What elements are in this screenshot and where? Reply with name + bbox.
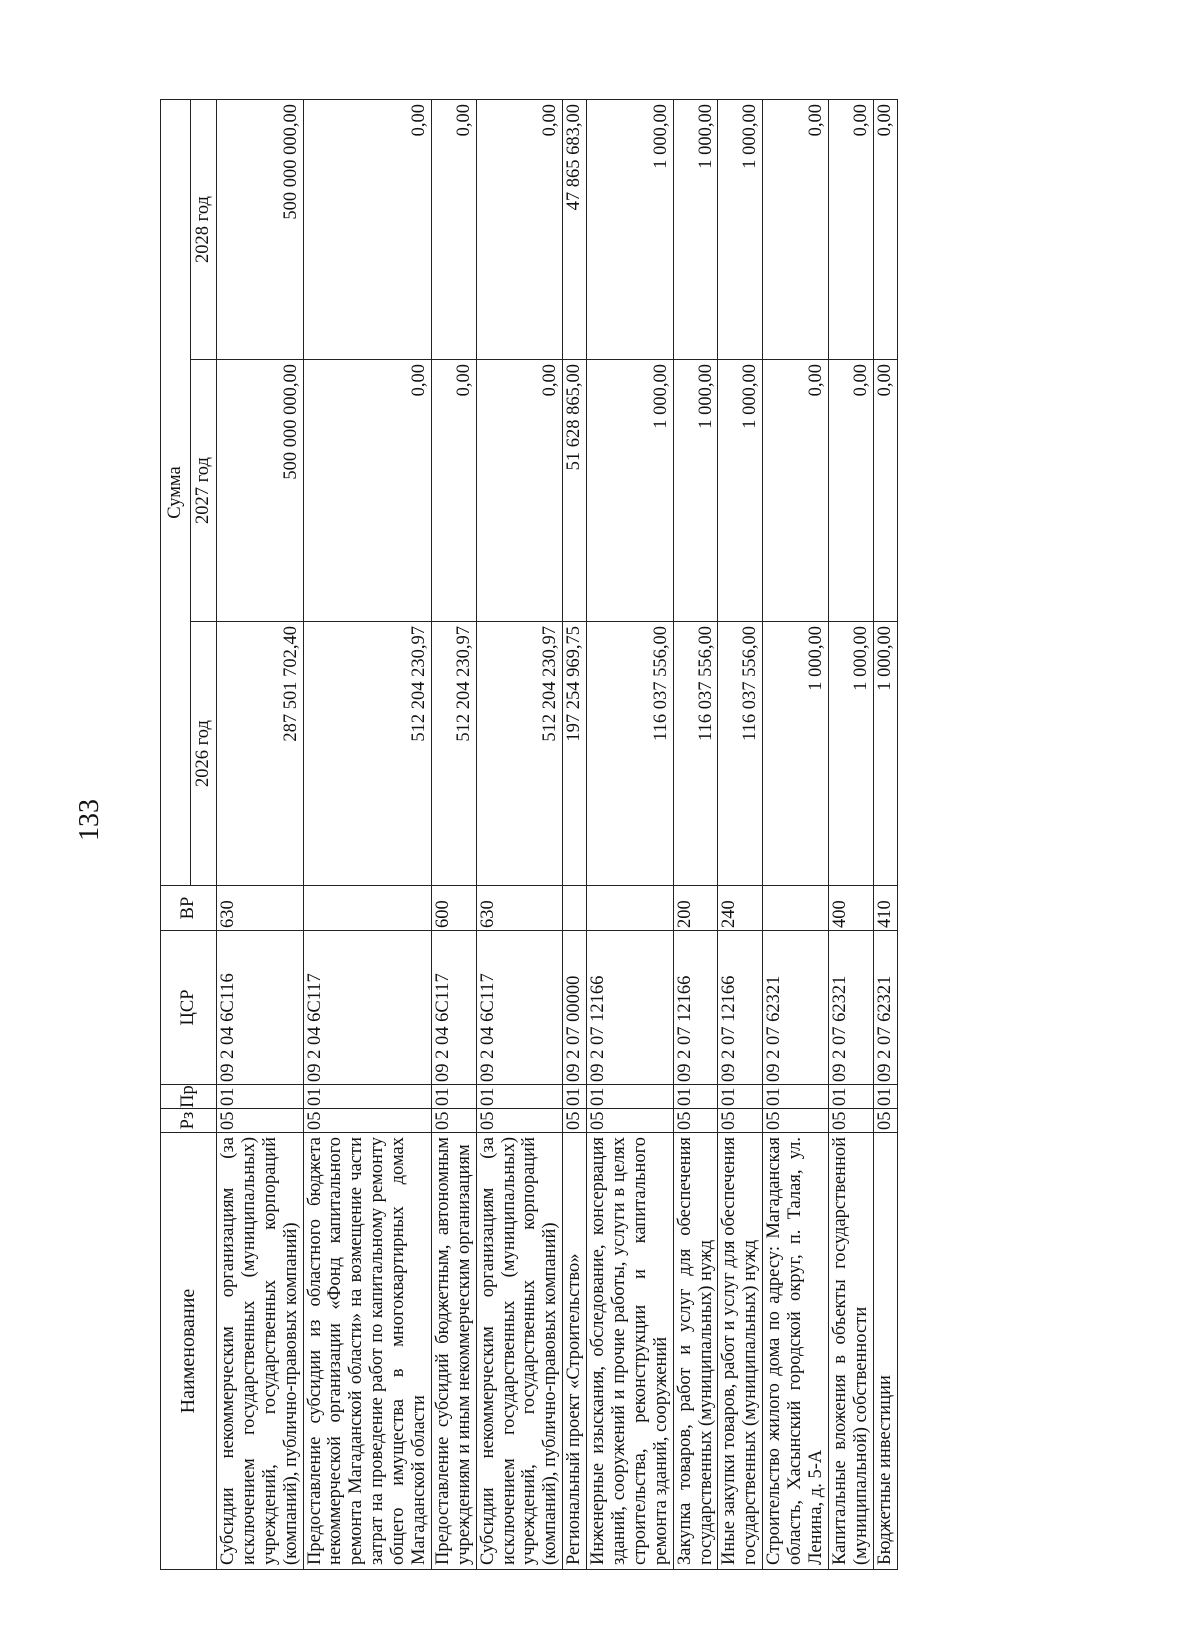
row-2027: 0,00 (763, 360, 829, 622)
row-name: Инженерные изыскания, обследование, консервация зданий, сооружений и прочие работы, услуги в целях строительства, реконструкции и капитального ремонта зданий, сооружений (587, 1133, 674, 1570)
row-2027: 0,00 (873, 360, 897, 622)
row-2026: 1 000,00 (763, 622, 829, 886)
row-2026: 512 204 230,97 (303, 622, 431, 886)
row-2028: 0,00 (431, 99, 476, 359)
row-2026: 116 037 556,00 (718, 622, 763, 886)
row-name: Субсидии некоммерческим организациям (за исключением государственных (муниципальных) учреждений, государственных корпораций (компаний), публично-правовых компаний) (476, 1133, 563, 1570)
table-row (217, 99, 304, 1569)
row-vr: 410 (873, 886, 897, 931)
row-csr: 09 2 04 6С117 (303, 931, 431, 1085)
table-row (431, 99, 476, 1569)
row-2027: 1 000,00 (587, 360, 674, 622)
row-rz: 05 (587, 1109, 674, 1133)
row-pr: 01 (217, 1085, 304, 1109)
row-2028: 0,00 (828, 99, 873, 359)
row-2027: 0,00 (431, 360, 476, 622)
row-2027: 0,00 (828, 360, 873, 622)
row-2027: 500 000 000,00 (217, 360, 304, 622)
row-pr: 01 (476, 1085, 563, 1109)
budget-table-container (160, 100, 895, 1570)
row-2026: 1 000,00 (828, 622, 873, 886)
header-csr: ЦСР (161, 931, 217, 1085)
row-2027: 0,00 (303, 360, 431, 622)
table-row (718, 99, 763, 1569)
table-row (563, 99, 587, 1569)
header-sum: Сумма (161, 99, 191, 885)
row-name: Закупка товаров, работ и услуг для обеспечения государственных (муниципальных) нужд (673, 1133, 718, 1570)
row-2028: 0,00 (476, 99, 563, 359)
row-rz: 05 (718, 1109, 763, 1133)
row-rz: 05 (673, 1109, 718, 1133)
row-pr: 01 (763, 1085, 829, 1109)
row-2027: 0,00 (476, 360, 563, 622)
row-name: Предоставление субсидии из областного бюджета некоммерческой организации «Фонд капитального ремонта Магаданской области» на возмещение части затрат на проведение работ по капитальному ремонту общего имущества в многоквартирных домах Магаданской области (303, 1133, 431, 1570)
row-rz: 05 (828, 1109, 873, 1133)
row-2026: 116 037 556,00 (673, 622, 718, 886)
row-vr: 600 (431, 886, 476, 931)
row-vr: 400 (828, 886, 873, 931)
row-csr: 09 2 07 12166 (718, 931, 763, 1085)
row-2026: 197 254 969,75 (563, 622, 587, 886)
row-pr: 01 (303, 1085, 431, 1109)
row-csr: 09 2 07 12166 (673, 931, 718, 1085)
row-rz: 05 (217, 1109, 304, 1133)
row-rz: 05 (476, 1109, 563, 1133)
row-2026: 512 204 230,97 (431, 622, 476, 886)
row-name: Предоставление субсидий бюджетным, автономным учреждениям и иным некоммерческим организациям (431, 1133, 476, 1570)
row-rz: 05 (873, 1109, 897, 1133)
table-row (828, 99, 873, 1569)
row-rz: 05 (763, 1109, 829, 1133)
row-rz: 05 (563, 1109, 587, 1133)
row-2028: 0,00 (303, 99, 431, 359)
header-2028: 2028 год (191, 99, 217, 359)
row-2028: 1 000,00 (673, 99, 718, 359)
row-pr: 01 (587, 1085, 674, 1109)
row-pr: 01 (873, 1085, 897, 1109)
row-name: Строительство жилого дома по адресу: Магаданская область, Хасынский городской округ, п. Талая, ул. Ленина, д. 5-А (763, 1133, 829, 1570)
row-vr: 630 (217, 886, 304, 931)
row-2027: 51 628 865,00 (563, 360, 587, 622)
table-row (673, 99, 718, 1569)
row-vr (303, 886, 431, 931)
row-pr: 01 (563, 1085, 587, 1109)
header-2026: 2026 год (191, 622, 217, 886)
table-row (587, 99, 674, 1569)
row-2028: 500 000 000,00 (217, 99, 304, 359)
row-2028: 0,00 (763, 99, 829, 359)
row-2027: 1 000,00 (718, 360, 763, 622)
row-name: Бюджетные инвестиции (873, 1133, 897, 1570)
table-row (873, 99, 897, 1569)
row-rz: 05 (303, 1109, 431, 1133)
row-csr: 09 2 07 12166 (587, 931, 674, 1085)
row-name: Субсидии некоммерческим организациям (за исключением государственных (муниципальных) учреждений, государственных корпораций (компаний), публично-правовых компаний) (217, 1133, 304, 1570)
table-row (303, 99, 431, 1569)
header-rz: Рз (161, 1109, 217, 1133)
header-2027: 2027 год (191, 360, 217, 622)
table-row (763, 99, 829, 1569)
budget-table (160, 99, 898, 1570)
row-2028: 1 000,00 (718, 99, 763, 359)
header-vr: ВР (161, 886, 217, 931)
row-vr: 630 (476, 886, 563, 931)
row-2026: 116 037 556,00 (587, 622, 674, 886)
page-number: 133 (74, 799, 105, 841)
row-csr: 09 2 04 6С116 (217, 931, 304, 1085)
row-pr: 01 (828, 1085, 873, 1109)
row-csr: 09 2 07 62321 (828, 931, 873, 1085)
row-vr (563, 886, 587, 931)
row-vr (763, 886, 829, 931)
row-name: Иные закупки товаров, работ и услуг для обеспечения государственных (муниципальных) нужд (718, 1133, 763, 1570)
row-2026: 1 000,00 (873, 622, 897, 886)
row-rz: 05 (431, 1109, 476, 1133)
row-2028: 47 865 683,00 (563, 99, 587, 359)
row-pr: 01 (673, 1085, 718, 1109)
row-vr: 200 (673, 886, 718, 931)
row-2026: 512 204 230,97 (476, 622, 563, 886)
row-2028: 0,00 (873, 99, 897, 359)
table-row (476, 99, 563, 1569)
header-name: Наименование (161, 1133, 217, 1570)
row-2027: 1 000,00 (673, 360, 718, 622)
row-name: Капитальные вложения в объекты государственной (муниципальной) собственности (828, 1133, 873, 1570)
row-name: Региональный проект «Строительство» (563, 1133, 587, 1570)
row-pr: 01 (718, 1085, 763, 1109)
row-csr: 09 2 04 6С117 (476, 931, 563, 1085)
row-csr: 09 2 07 62321 (873, 931, 897, 1085)
row-pr: 01 (431, 1085, 476, 1109)
row-csr: 09 2 04 6С117 (431, 931, 476, 1085)
row-2026: 287 501 702,40 (217, 622, 304, 886)
row-vr (587, 886, 674, 931)
row-csr: 09 2 07 62321 (763, 931, 829, 1085)
header-pr: Пр (161, 1085, 217, 1109)
row-csr: 09 2 07 00000 (563, 931, 587, 1085)
row-vr: 240 (718, 886, 763, 931)
row-2028: 1 000,00 (587, 99, 674, 359)
